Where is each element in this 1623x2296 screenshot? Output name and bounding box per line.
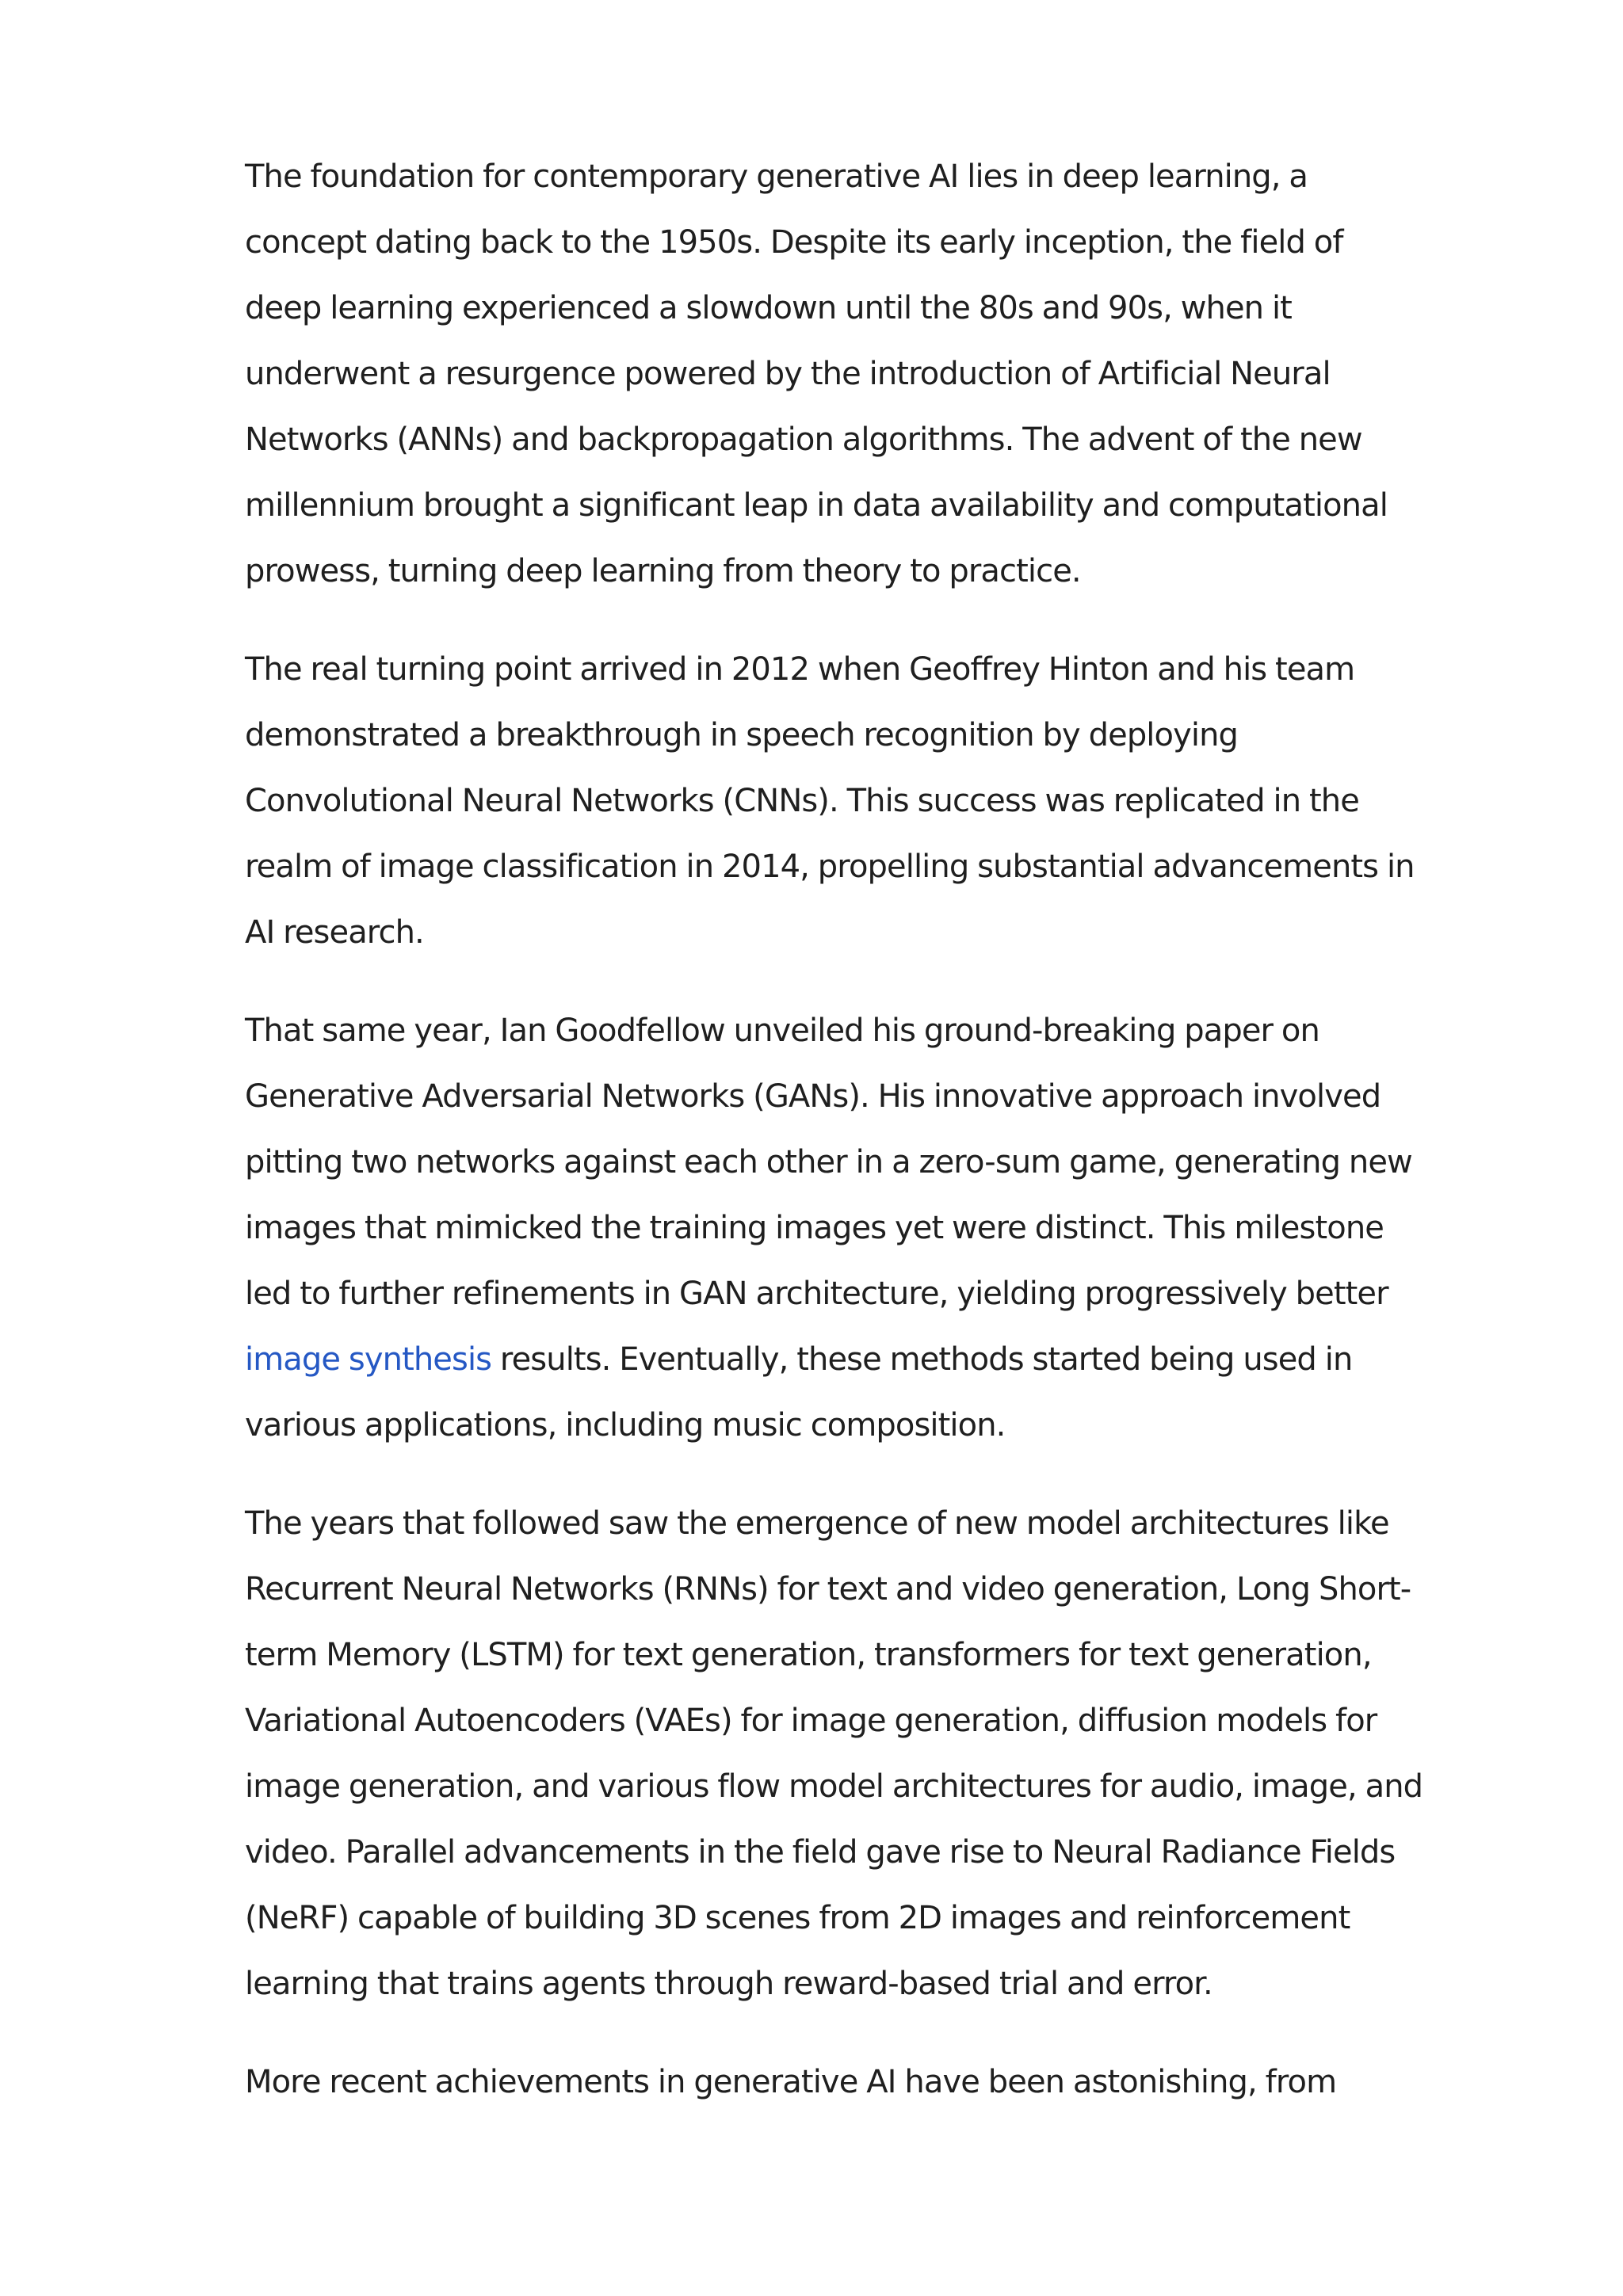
paragraph-recent-achievements: More recent achievements in generative AI have been astonishing, from	[245, 2064, 1337, 2100]
paragraph-gans	[245, 998, 1426, 1459]
paragraph-deep-learning-origins: The foundation for contemporary generative AI lies in deep learning, a concept dating back to the 1950s. Despite its early inception, the field of deep learning experienced a slowdown until the 80s and 90s, when it underwent a resurgence powered by the introduction of Artificial Neural Networks (ANNs) and backpropagation algorithms. The advent of the new millennium brought a significant leap in data availability and computational prowess, turning deep learning from theory to practice.	[245, 158, 1388, 589]
image-synthesis-link[interactable]: image synthesis	[245, 1341, 492, 1378]
paragraph-gans-text-after-link: results. Eventually, these methods started being used in various applications, including music composition.	[245, 1341, 1353, 1444]
article-body	[245, 144, 1426, 2115]
paragraph-model-architectures: The years that followed saw the emergence of new model architectures like Recurrent Neural Networks (RNNs) for text and video generation, Long Short-term Memory (LSTM) for text generation, transformers for text generation, Variational Autoencoders (VAEs) for image generation, diffusion models for image generation, and various flow model architectures for audio, image, and video. Parallel advancements in the field gave rise to Neural Radiance Fields (NeRF) capable of building 3D scenes from 2D images and reinforcement learning that trains agents through reward-based trial and error.	[245, 1505, 1423, 2002]
paragraph-turning-point-2012: The real turning point arrived in 2012 when Geoffrey Hinton and his team demonstrated a breakthrough in speech recognition by deploying Convolutional Neural Networks (CNNs). This success was replicated in the realm of image classification in 2014, propelling substantial advancements in AI research.	[245, 651, 1415, 951]
paragraph-gans-text-before-link: That same year, Ian Goodfellow unveiled his ground-breaking paper on Generative Adversarial Networks (GANs). His innovative approach involved pitting two networks against each other in a zero-sum game, generating new images that mimicked the training images yet were distinct. This milestone led to further refinements in GAN architecture, yielding progressively better	[245, 1013, 1412, 1312]
